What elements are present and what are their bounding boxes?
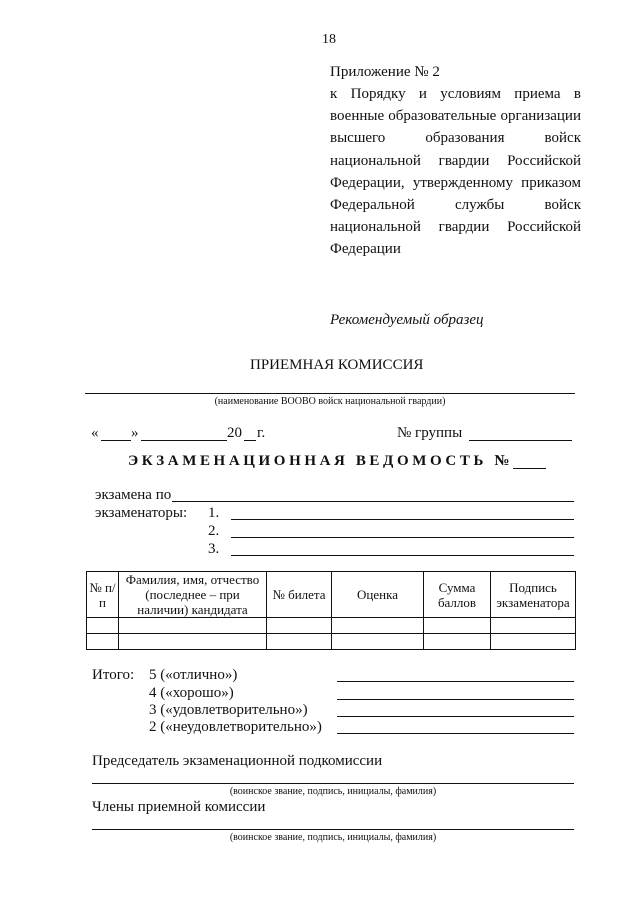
header-full-name: Фамилия, имя, отчество (последнее – при наличии) кандидата [119,572,267,618]
date-close-quote: » [131,425,139,441]
examiner-number-1: 1. [208,505,220,521]
table-cell[interactable] [332,634,424,650]
appendix-line-1: к Порядку и условиям приема в [330,86,581,102]
examiner-number-3: 3. [208,541,220,557]
total-unsatisfactory-line [337,733,574,734]
commission-title: ПРИЕМНАЯ КОМИССИЯ [250,357,424,373]
table-header-row [87,572,576,618]
exam-subject-line [172,501,574,502]
total-unsatisfactory: 2 («неудовлетворительно») [149,719,322,735]
appendix-line-2: военные образовательные организации [330,108,581,124]
table-cell[interactable] [491,634,576,650]
total-excellent: 5 («отлично») [149,667,238,683]
total-satisfactory: 3 («удовлетворительно») [149,702,308,718]
table-cell[interactable] [267,634,332,650]
examiner-1-line [231,519,574,520]
date-year-suffix: г. [257,425,266,441]
total-good: 4 («хорошо») [149,685,234,701]
date-open-quote: « [91,425,99,441]
table-cell[interactable] [119,634,267,650]
members-signature-line [92,829,574,830]
commission-caption: (наименование ВООВО войск национальной гвардии) [214,396,446,407]
group-number-line [469,440,572,441]
table-cell[interactable] [267,618,332,634]
table-cell[interactable] [424,618,491,634]
table-cell[interactable] [87,634,119,650]
total-excellent-line [337,681,574,682]
header-grade: Оценка [332,572,424,618]
chairman-signature-line [92,783,574,784]
date-month-line [141,440,227,441]
header-score-sum: Сумма баллов [424,572,491,618]
appendix-line-6: Федеральной службы войск [330,197,581,213]
page-number: 18 [322,32,336,47]
header-examiner-signature: Подпись экзаменатора [491,572,576,618]
total-good-line [337,699,574,700]
table-row [87,618,576,634]
date-year-prefix: 20 [227,425,242,441]
total-satisfactory-line [337,716,574,717]
header-number: № п/п [87,572,119,618]
chairman-signature-caption: (воинское звание, подпись, инициалы, фамилия) [229,786,437,797]
examiner-3-line [231,555,574,556]
examiners-label: экзаменаторы: [95,505,188,521]
table-row [87,634,576,650]
appendix-line-8: Федерации [330,241,401,257]
sheet-title: ЭКЗАМЕНАЦИОННАЯ ВЕДОМОСТЬ № [128,453,513,469]
table-cell[interactable] [87,618,119,634]
commission-name-line [85,393,575,394]
group-label: № группы [397,425,463,441]
members-label: Члены приемной комиссии [92,799,266,815]
table-cell[interactable] [491,618,576,634]
appendix-line-4: национальной гвардии Российской [330,153,581,169]
appendix-line-5: Федерации, утвержденному приказом [330,175,581,191]
chairman-label: Председатель экзаменационной подкомиссии [92,753,383,769]
date-day-line [101,440,131,441]
results-table [86,571,576,650]
totals-label: Итого: [92,667,135,683]
appendix-line-3: высшего образования войск [330,130,581,146]
appendix-title: Приложение № 2 [330,64,440,80]
header-ticket: № билета [267,572,332,618]
recommended-sample: Рекомендуемый образец [330,312,484,328]
appendix-line-7: национальной гвардии Российской [330,219,581,235]
sheet-number-line [513,468,546,469]
table-cell[interactable] [424,634,491,650]
date-year-line [244,440,256,441]
table-cell[interactable] [119,618,267,634]
members-signature-caption: (воинское звание, подпись, инициалы, фамилия) [229,832,437,843]
examiner-number-2: 2. [208,523,220,539]
table-cell[interactable] [332,618,424,634]
examiner-2-line [231,537,574,538]
exam-label: экзамена по [95,487,172,503]
